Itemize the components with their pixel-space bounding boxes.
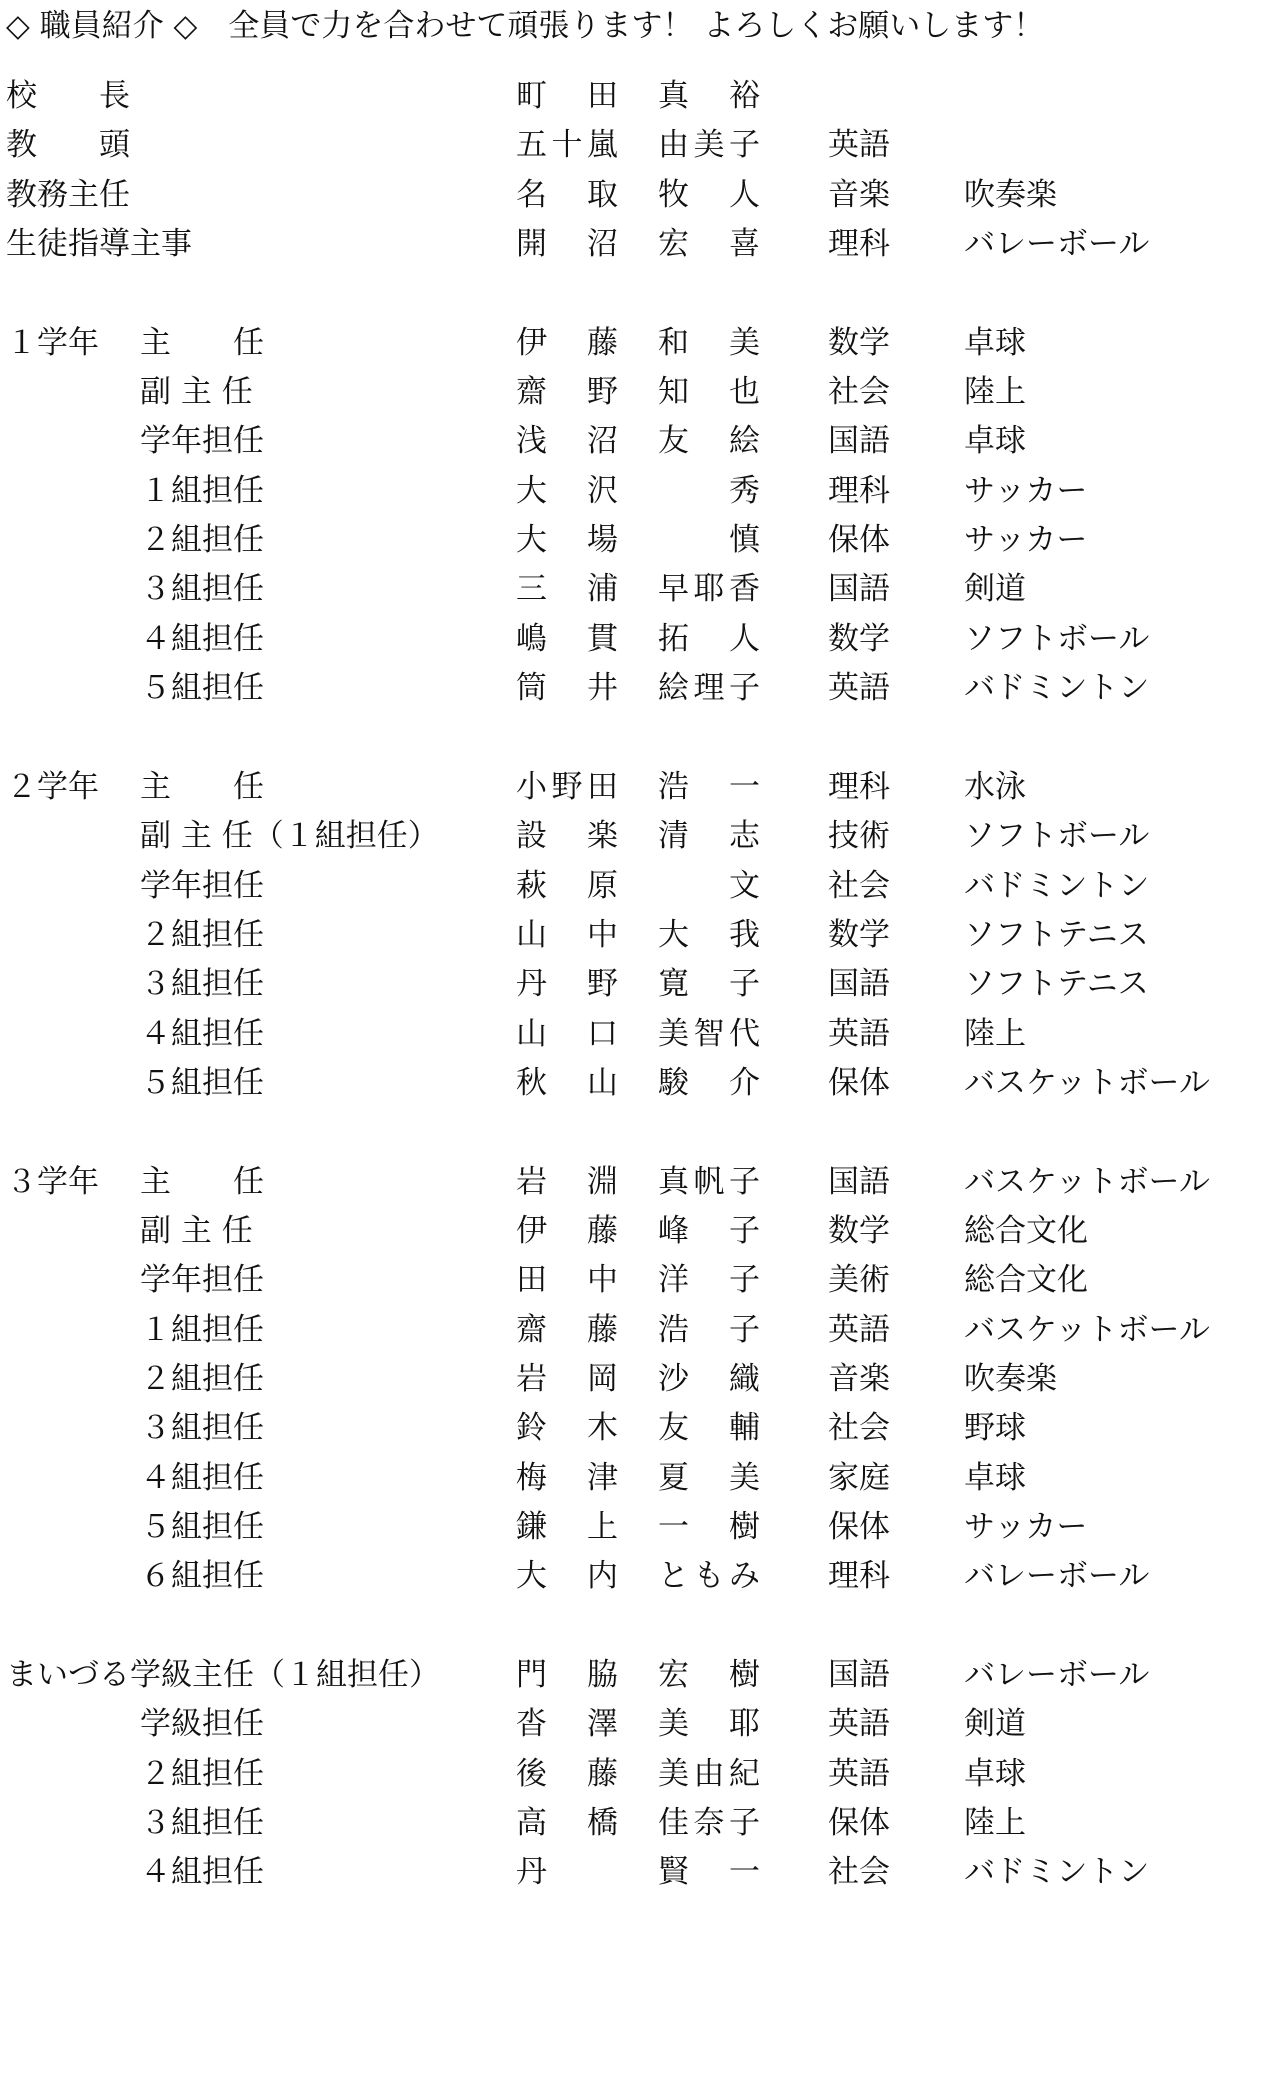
club-label: 吹奏楽 (964, 176, 1057, 213)
role-label: ２組担任 (140, 916, 264, 953)
subject-label: 英語 (828, 1706, 890, 1743)
subject-label: 英語 (828, 1311, 890, 1348)
grade-label: １学年 (6, 324, 99, 361)
club-label: 野球 (964, 1410, 1026, 1447)
club-label: 吹奏楽 (964, 1360, 1057, 1397)
staff-row (0, 763, 1280, 812)
staff-row (0, 1404, 1280, 1453)
staff-row (0, 615, 1280, 664)
staff-name: 丹 野 寛 子 (516, 966, 760, 1003)
staff-name: 山 口 美智代 (516, 1015, 760, 1052)
staff-row (0, 862, 1280, 911)
club-label: バスケットボール (964, 1311, 1210, 1348)
subject-label: 英語 (828, 1755, 890, 1792)
staff-row (0, 516, 1280, 565)
staff-name: 門 脇 宏 樹 (516, 1657, 760, 1693)
staff-row (0, 121, 1280, 170)
role-label: ３組担任 (140, 1410, 264, 1447)
staff-row (0, 1799, 1280, 1848)
subject-label: 国語 (828, 423, 890, 460)
subject-label: 数学 (828, 620, 890, 657)
role-label: 主 任 (140, 768, 264, 805)
subject-label: 保体 (828, 522, 890, 559)
subject-label: 家庭 (828, 1459, 890, 1496)
subject-label: 数学 (828, 916, 890, 953)
staff-name: 開 沼 宏 喜 (516, 226, 760, 263)
club-label: 陸上 (964, 1805, 1026, 1842)
subject-label: 技術 (828, 818, 890, 855)
role-label: 学級担任 (140, 1706, 264, 1743)
club-label: 総合文化 (964, 1212, 1088, 1249)
role-label: 学年担任 (140, 1262, 264, 1299)
role-label: ４組担任 (140, 1854, 264, 1891)
spacer-row (0, 1602, 1280, 1651)
club-label: バレーボール (964, 226, 1150, 263)
club-label: 陸上 (964, 374, 1026, 411)
staff-name: 設 楽 清 志 (516, 818, 760, 855)
subject-label: 国語 (828, 966, 890, 1003)
staff-name: 筒 井 絵理子 (516, 670, 760, 707)
club-label: バスケットボール (964, 1064, 1210, 1101)
role-label: ２組担任 (140, 1360, 264, 1397)
subject-label: 国語 (828, 571, 890, 608)
staff-row (0, 1552, 1280, 1601)
staff-row (0, 171, 1280, 220)
spacer-row (0, 1108, 1280, 1157)
staff-row (0, 565, 1280, 614)
staff-row (0, 812, 1280, 861)
role-label: ４組担任 (140, 1459, 264, 1496)
subject-label: 保体 (828, 1508, 890, 1545)
club-label: バドミントン (964, 867, 1150, 904)
staff-row (0, 1010, 1280, 1059)
club-label: 剣道 (964, 571, 1026, 608)
club-label: バスケットボール (964, 1163, 1210, 1200)
staff-row (0, 368, 1280, 417)
subject-label: 英語 (828, 127, 890, 164)
role-label: １組担任 (140, 472, 264, 509)
role-label: ３組担任 (140, 966, 264, 1003)
staff-name: 梅 津 夏 美 (516, 1459, 760, 1496)
staff-name: 嶋 貫 拓 人 (516, 620, 760, 657)
subject-label: 保体 (828, 1805, 890, 1842)
club-label: 陸上 (964, 1015, 1026, 1052)
subject-label: 数学 (828, 324, 890, 361)
position-label: 校 長 (6, 78, 130, 114)
role-label: ２組担任 (140, 1755, 264, 1792)
staff-name: 伊 藤 峰 子 (516, 1212, 760, 1249)
staff-name: 三 浦 早耶香 (516, 571, 760, 608)
grade-label: ２学年 (6, 768, 99, 805)
staff-row (0, 467, 1280, 516)
role-label: ６組担任 (140, 1558, 264, 1595)
role-label: 主 任 (140, 1163, 264, 1200)
staff-row (0, 1059, 1280, 1108)
staff-row (0, 1750, 1280, 1799)
staff-row (0, 1503, 1280, 1552)
staff-name: 五十嵐 由美子 (516, 127, 760, 164)
club-label: 卓球 (964, 1459, 1026, 1496)
role-label: 学年担任 (140, 867, 264, 904)
subject-label: 音楽 (828, 176, 890, 213)
staff-row (0, 1158, 1280, 1207)
club-label: ソフトテニス (964, 916, 1149, 953)
staff-name: 岩 岡 沙 織 (516, 1360, 760, 1397)
club-label: 卓球 (964, 1755, 1026, 1792)
staff-name: 大 内 ともみ (516, 1558, 760, 1595)
club-label: バドミントン (964, 1854, 1150, 1891)
club-label: 卓球 (964, 324, 1026, 361)
staff-name: 沓 澤 美 耶 (516, 1706, 760, 1743)
staff-name: 齋 野 知 也 (516, 374, 760, 411)
staff-row (0, 1454, 1280, 1503)
subject-label: 理科 (828, 226, 890, 263)
position-label: まいづる学級主任（１組担任） (6, 1657, 440, 1693)
staff-row (0, 220, 1280, 269)
staff-name: 町 田 真 裕 (516, 78, 760, 114)
staff-name: 秋 山 駿 介 (516, 1064, 760, 1101)
staff-name: 田 中 洋 子 (516, 1262, 760, 1299)
subject-label: 理科 (828, 472, 890, 509)
subject-label: 社会 (828, 1410, 890, 1447)
role-label: 主 任 (140, 324, 264, 361)
club-label: 総合文化 (964, 1262, 1088, 1299)
role-label: ５組担任 (140, 1508, 264, 1545)
club-label: バレーボール (964, 1558, 1150, 1595)
subject-label: 英語 (828, 670, 890, 707)
role-label: 副 主 任（１組担任） (140, 818, 439, 855)
staff-row (0, 72, 1280, 121)
staff-row (0, 664, 1280, 713)
staff-name: 丹 賢 一 (516, 1854, 760, 1891)
role-label: ４組担任 (140, 1015, 264, 1052)
role-label: ４組担任 (140, 620, 264, 657)
staff-row (0, 1355, 1280, 1404)
role-label: 副 主 任 (140, 374, 253, 411)
subject-label: 英語 (828, 1015, 890, 1052)
staff-name: 萩 原 文 (516, 867, 760, 904)
page-title: ◇ 職員紹介 ◇ 全員で力を合わせて頑張ります！ よろしくお願いします！ (6, 8, 1045, 44)
staff-row (0, 960, 1280, 1009)
grade-label: ３学年 (6, 1163, 99, 1200)
club-label: 水泳 (964, 768, 1026, 805)
role-label: ２組担任 (140, 522, 264, 559)
subject-label: 音楽 (828, 1360, 890, 1397)
club-label: バレーボール (964, 1657, 1150, 1693)
role-label: 学年担任 (140, 423, 264, 460)
club-label: 剣道 (964, 1706, 1026, 1743)
club-label: バドミントン (964, 670, 1150, 707)
staff-name: 鎌 上 一 樹 (516, 1508, 760, 1545)
staff-name: 大 沢 秀 (516, 472, 760, 509)
staff-row (0, 417, 1280, 466)
club-label: サッカー (964, 522, 1088, 559)
position-label: 生徒指導主事 (6, 226, 192, 263)
staff-name: 高 橋 佳奈子 (516, 1805, 760, 1842)
staff-name: 小野田 浩 一 (516, 768, 760, 805)
subject-label: 社会 (828, 867, 890, 904)
staff-row (0, 1207, 1280, 1256)
spacer-row (0, 269, 1280, 318)
subject-label: 理科 (828, 768, 890, 805)
spacer-row (0, 713, 1280, 762)
staff-name: 鈴 木 友 輔 (516, 1410, 760, 1447)
club-label: サッカー (964, 1508, 1088, 1545)
staff-name: 山 中 大 我 (516, 916, 760, 953)
staff-name: 伊 藤 和 美 (516, 324, 760, 361)
role-label: ５組担任 (140, 1064, 264, 1101)
staff-roster (0, 72, 1280, 1898)
subject-label: 数学 (828, 1212, 890, 1249)
subject-label: 国語 (828, 1657, 890, 1693)
staff-name: 齋 藤 浩 子 (516, 1311, 760, 1348)
staff-name: 名 取 牧 人 (516, 176, 760, 213)
position-label: 教務主任 (6, 176, 130, 213)
position-label: 教 頭 (6, 127, 130, 164)
club-label: ソフトボール (964, 818, 1150, 855)
subject-label: 理科 (828, 1558, 890, 1595)
staff-row (0, 319, 1280, 368)
club-label: ソフトボール (964, 620, 1150, 657)
subject-label: 美術 (828, 1262, 890, 1299)
club-label: ソフトテニス (964, 966, 1149, 1003)
role-label: １組担任 (140, 1311, 264, 1348)
subject-label: 社会 (828, 1854, 890, 1891)
staff-row (0, 1651, 1280, 1700)
staff-row (0, 1848, 1280, 1897)
staff-row (0, 1256, 1280, 1305)
subject-label: 保体 (828, 1064, 890, 1101)
club-label: サッカー (964, 472, 1088, 509)
staff-name: 浅 沼 友 絵 (516, 423, 760, 460)
subject-label: 社会 (828, 374, 890, 411)
staff-name: 大 場 慎 (516, 522, 760, 559)
staff-row (0, 1700, 1280, 1749)
role-label: 副 主 任 (140, 1212, 253, 1249)
club-label: 卓球 (964, 423, 1026, 460)
staff-name: 岩 淵 真帆子 (516, 1163, 760, 1200)
staff-name: 後 藤 美由紀 (516, 1755, 760, 1792)
role-label: ５組担任 (140, 670, 264, 707)
staff-row (0, 911, 1280, 960)
role-label: ３組担任 (140, 1805, 264, 1842)
staff-row (0, 1306, 1280, 1355)
role-label: ３組担任 (140, 571, 264, 608)
subject-label: 国語 (828, 1163, 890, 1200)
